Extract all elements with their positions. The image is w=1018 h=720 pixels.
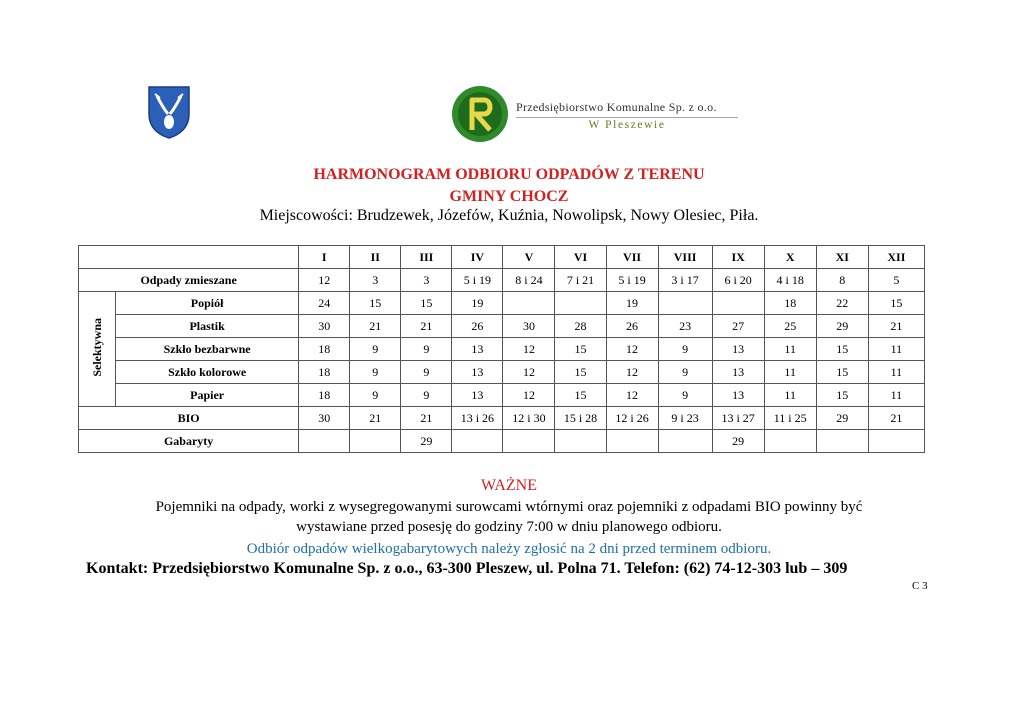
date-cell: 18 — [299, 361, 350, 384]
date-cell: 12 i 30 — [503, 407, 555, 430]
date-cell: 26 — [452, 315, 503, 338]
company-logo-icon — [450, 84, 510, 144]
row-label: Plastik — [116, 315, 299, 338]
date-cell: 24 — [299, 292, 350, 315]
date-cell — [816, 430, 868, 453]
date-cell: 19 — [606, 292, 658, 315]
date-cell: 29 — [816, 407, 868, 430]
row-label: BIO — [79, 407, 299, 430]
date-cell: 9 — [658, 338, 712, 361]
date-cell: 9 — [401, 384, 452, 407]
document-title-line1: HARMONOGRAM ODBIORU ODPADÓW Z TERENU — [313, 166, 705, 183]
date-cell: 15 i 28 — [555, 407, 606, 430]
date-cell: 9 — [350, 384, 401, 407]
date-cell: 5 i 19 — [452, 269, 503, 292]
date-cell: 9 — [401, 361, 452, 384]
date-cell: 12 — [606, 384, 658, 407]
date-cell: 22 — [816, 292, 868, 315]
date-cell: 13 i 26 — [452, 407, 503, 430]
date-cell: 15 — [555, 384, 606, 407]
date-cell: 11 — [764, 338, 816, 361]
date-cell: 12 i 26 — [606, 407, 658, 430]
bulky-waste-notice: Odbiór odpadów wielkogabarytowych należy zgłosić na 2 dni przed terminem odbioru. — [246, 541, 772, 557]
date-cell: 15 — [350, 292, 401, 315]
date-cell: 3 — [350, 269, 401, 292]
row-label: Papier — [116, 384, 299, 407]
table-row-popiol — [79, 292, 925, 315]
date-cell — [658, 292, 712, 315]
date-cell — [764, 430, 816, 453]
month-header: I — [299, 246, 350, 269]
month-header: IV — [452, 246, 503, 269]
date-cell: 29 — [712, 430, 764, 453]
date-cell: 30 — [299, 315, 350, 338]
date-cell: 21 — [401, 315, 452, 338]
date-cell: 15 — [555, 361, 606, 384]
month-header: V — [503, 246, 555, 269]
date-cell: 21 — [868, 315, 924, 338]
date-cell: 4 i 18 — [764, 269, 816, 292]
date-cell: 15 — [868, 292, 924, 315]
contact-info: Kontakt: Przedsiębiorstwo Komunalne Sp. z o.o., 63-300 Pleszew, ul. Polna 71. Telefon: (62) 74-12-303 lub – 309 — [86, 560, 848, 577]
date-cell: 9 — [350, 361, 401, 384]
month-header: X — [764, 246, 816, 269]
important-heading: WAŻNE — [481, 477, 537, 494]
date-cell: 30 — [503, 315, 555, 338]
table-row-mixed — [79, 269, 925, 292]
date-cell: 15 — [816, 361, 868, 384]
month-header: II — [350, 246, 401, 269]
date-cell: 9 i 23 — [658, 407, 712, 430]
date-cell: 29 — [401, 430, 452, 453]
company-name-line1: Przedsiębiorstwo Komunalne Sp. z o.o. — [516, 100, 717, 114]
date-cell: 12 — [503, 338, 555, 361]
date-cell — [299, 430, 350, 453]
month-header-row — [79, 246, 925, 269]
date-cell: 9 — [658, 361, 712, 384]
table-row-szklo-kolorowe — [79, 361, 925, 384]
row-label: Popiół — [116, 292, 299, 315]
month-header: VII — [606, 246, 658, 269]
date-cell — [503, 430, 555, 453]
table-row-papier — [79, 384, 925, 407]
date-cell: 5 — [868, 269, 924, 292]
date-cell: 13 — [452, 338, 503, 361]
company-name-divider — [516, 117, 738, 118]
month-header: XI — [816, 246, 868, 269]
table-row-bio — [79, 407, 925, 430]
date-cell: 21 — [868, 407, 924, 430]
date-cell — [350, 430, 401, 453]
date-cell: 13 — [452, 384, 503, 407]
month-header: IX — [712, 246, 764, 269]
date-cell: 9 — [350, 338, 401, 361]
coat-of-arms-icon — [146, 84, 192, 140]
date-cell: 28 — [555, 315, 606, 338]
date-cell: 23 — [658, 315, 712, 338]
date-cell: 5 i 19 — [606, 269, 658, 292]
notice-line2: wystawiane przed posesję do godziny 7:00 w dniu planowego odbioru. — [296, 519, 722, 535]
table-row-gabaryty — [79, 430, 925, 453]
date-cell: 8 i 24 — [503, 269, 555, 292]
date-cell: 15 — [401, 292, 452, 315]
date-cell: 8 — [816, 269, 868, 292]
localities-subtitle: Miejscowości: Brudzewek, Józefów, Kuźnia, Nowolipsk, Nowy Olesiec, Piła. — [259, 207, 759, 224]
date-cell — [606, 430, 658, 453]
date-cell: 11 i 25 — [764, 407, 816, 430]
date-cell: 12 — [606, 338, 658, 361]
date-cell: 11 — [868, 361, 924, 384]
table-row-plastik — [79, 315, 925, 338]
corner-cell — [79, 246, 299, 269]
date-cell: 21 — [401, 407, 452, 430]
collection-schedule-table — [78, 245, 925, 453]
date-cell: 18 — [299, 384, 350, 407]
date-cell: 25 — [764, 315, 816, 338]
date-cell: 3 — [401, 269, 452, 292]
date-cell: 12 — [299, 269, 350, 292]
date-cell: 15 — [816, 384, 868, 407]
date-cell: 27 — [712, 315, 764, 338]
company-name-line2: W Pleszewie — [588, 119, 666, 131]
document-title-line2: GMINY CHOCZ — [449, 188, 569, 205]
date-cell: 15 — [816, 338, 868, 361]
selective-label-text: Selektywna — [89, 317, 104, 377]
date-cell: 11 — [868, 384, 924, 407]
month-header: III — [401, 246, 452, 269]
date-cell — [868, 430, 924, 453]
table-row-szklo-bezbarwne — [79, 338, 925, 361]
month-header: VIII — [658, 246, 712, 269]
month-header: XII — [868, 246, 924, 269]
selective-group-label — [79, 292, 116, 407]
month-header: VI — [555, 246, 606, 269]
date-cell: 30 — [299, 407, 350, 430]
row-label: Gabaryty — [79, 430, 299, 453]
date-cell: 12 — [503, 384, 555, 407]
date-cell — [452, 430, 503, 453]
date-cell — [555, 292, 606, 315]
page-code: C 3 — [912, 580, 928, 592]
date-cell: 13 i 27 — [712, 407, 764, 430]
date-cell: 11 — [764, 361, 816, 384]
date-cell — [503, 292, 555, 315]
row-label: Odpady zmieszane — [79, 269, 299, 292]
date-cell: 11 — [868, 338, 924, 361]
date-cell: 9 — [658, 384, 712, 407]
notice-line1: Pojemniki na odpady, worki z wysegregowanymi surowcami wtórnymi oraz pojemniki z odpadami BIO powinny być — [155, 499, 863, 515]
date-cell — [658, 430, 712, 453]
date-cell: 13 — [712, 361, 764, 384]
date-cell: 21 — [350, 407, 401, 430]
date-cell: 13 — [712, 338, 764, 361]
date-cell: 12 — [606, 361, 658, 384]
row-label: Szkło kolorowe — [116, 361, 299, 384]
date-cell: 3 i 17 — [658, 269, 712, 292]
company-name — [516, 100, 756, 131]
date-cell: 29 — [816, 315, 868, 338]
date-cell: 12 — [503, 361, 555, 384]
date-cell: 7 i 21 — [555, 269, 606, 292]
date-cell — [712, 292, 764, 315]
date-cell: 13 — [712, 384, 764, 407]
date-cell — [555, 430, 606, 453]
date-cell: 19 — [452, 292, 503, 315]
date-cell: 13 — [452, 361, 503, 384]
date-cell: 6 i 20 — [712, 269, 764, 292]
date-cell: 15 — [555, 338, 606, 361]
date-cell: 21 — [350, 315, 401, 338]
row-label: Szkło bezbarwne — [116, 338, 299, 361]
date-cell: 18 — [299, 338, 350, 361]
date-cell: 9 — [401, 338, 452, 361]
date-cell: 18 — [764, 292, 816, 315]
date-cell: 26 — [606, 315, 658, 338]
date-cell: 11 — [764, 384, 816, 407]
